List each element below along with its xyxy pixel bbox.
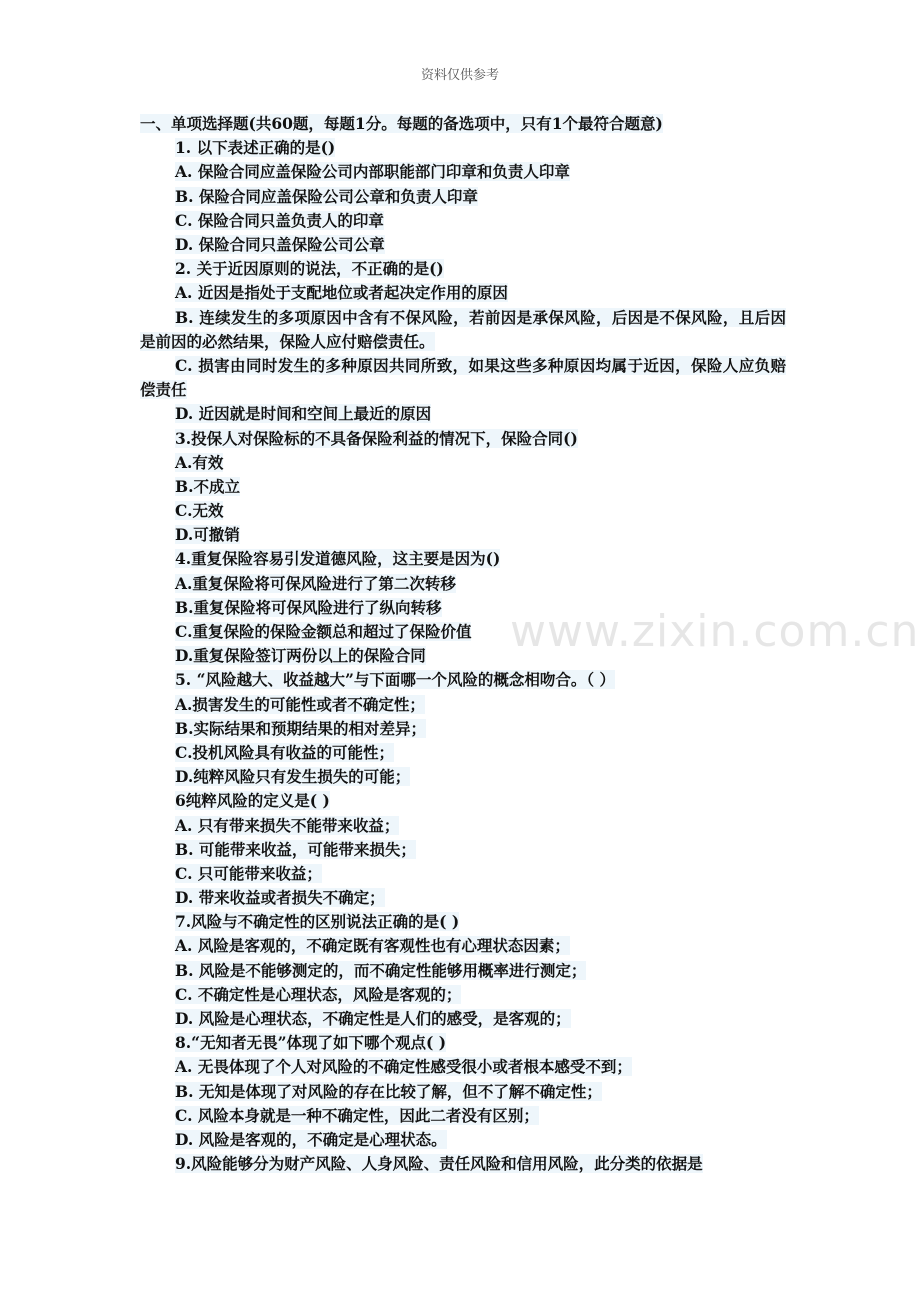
answer-option: B. 可能带来收益，可能带来损失； <box>175 839 416 859</box>
watermark: www.zixin.com.cn <box>510 606 920 657</box>
answer-option: C. 风险本身就是一种不确定性，因此二者没有区别； <box>175 1105 539 1125</box>
question-stem: 5. “风险越大、收益越大”与下面哪一个风险的概念相吻合。（ ） <box>175 670 616 690</box>
answer-option: D. 风险是客观的，不确定是心理状态。 <box>175 1129 447 1149</box>
question-stem: 2. 关于近因原则的说法，不正确的是() <box>175 259 444 279</box>
answer-option: A. 无畏体现了个人对风险的不确定性感受很小或者根本感受不到； <box>175 1057 632 1077</box>
question-stem: 3.投保人对保险标的不具备保险利益的情况下，保险合同() <box>175 428 578 448</box>
question-stem: 6纯粹风险的定义是( ) <box>175 791 330 811</box>
answer-option: B.实际结果和预期结果的相对差异； <box>175 718 426 738</box>
section-title: 一、单项选择题(共60题，每题1分。每题的备选项中，只有1个最符合题意) <box>140 114 663 133</box>
answer-option: A. 近因是指处于支配地位或者起决定作用的原因 <box>175 283 508 303</box>
answer-option: B. 风险是不能够测定的，而不确定性能够用概率进行测定； <box>175 960 587 980</box>
answer-option: D.纯粹风险只有发生损失的可能； <box>175 767 411 787</box>
answer-option: C. 保险合同只盖负责人的印章 <box>175 210 384 230</box>
answer-option: C.无效 <box>175 501 224 521</box>
answer-option: B. 保险合同应盖保险公司公章和负责人印章 <box>175 186 478 206</box>
answer-option: D. 风险是心理状态，不确定性是人们的感受，是客观的； <box>175 1009 571 1028</box>
answer-option: A.重复保险将可保风险进行了第二次转移 <box>175 573 456 593</box>
question-stem: 7.风险与不确定性的区别说法正确的是( ) <box>175 912 460 932</box>
answer-option: B. 连续发生的多项原因中含有不保风险，若前因是承保风险，后因是不保风险，且后因是前因的必然结果，保险人应付赔偿责任。 <box>140 307 786 351</box>
answer-option: C. 只可能带来收益； <box>175 863 322 883</box>
answer-option: A.损害发生的可能性或者不确定性； <box>175 694 425 714</box>
answer-option: D. 保险合同只盖保险公司公章 <box>175 234 385 254</box>
exam-content <box>140 112 786 1176</box>
answer-option: D. 近因就是时间和空间上最近的原因 <box>175 404 432 424</box>
answer-option: B.重复保险将可保风险进行了纵向转移 <box>175 597 442 617</box>
page-header-note: 资料仅供参考 <box>420 68 499 83</box>
answer-option: A.有效 <box>175 452 224 472</box>
answer-option: B.不成立 <box>175 476 240 496</box>
answer-option: D.重复保险签订两份以上的保险合同 <box>175 646 426 666</box>
answer-option: C. 不确定性是心理状态，风险是客观的； <box>175 984 462 1004</box>
answer-option: B. 无知是体现了对风险的存在比较了解，但不了解不确定性； <box>175 1081 602 1101</box>
answer-option: A. 只有带来损失不能带来收益； <box>175 815 400 835</box>
question-stem: 8.“无知者无畏”体现了如下哪个观点( ) <box>175 1033 447 1053</box>
answer-option: C. 损害由同时发生的多种原因共同所致，如果这些多种原因均属于近因，保险人应负赔偿责任 <box>140 355 786 400</box>
answer-option: D.可撤销 <box>175 525 240 545</box>
question-stem: 9.风险能够分为财产风险、人身风险、责任风险和信用风险，此分类的依据是 <box>175 1154 703 1174</box>
question-stem: 4.重复保险容易引发道德风险，这主要是因为() <box>175 549 501 569</box>
question-stem: 1. 以下表述正确的是() <box>175 138 336 158</box>
answer-option: C.投机风险具有收益的可能性； <box>175 742 394 762</box>
answer-option: A. 风险是客观的，不确定既有客观性也有心理状态因素； <box>175 936 570 956</box>
answer-option: D. 带来收益或者损失不确定； <box>175 888 385 908</box>
answer-option: A. 保险合同应盖保险公司内部职能部门印章和负责人印章 <box>175 162 570 182</box>
answer-option: C.重复保险的保险金额总和超过了保险价值 <box>175 622 472 641</box>
